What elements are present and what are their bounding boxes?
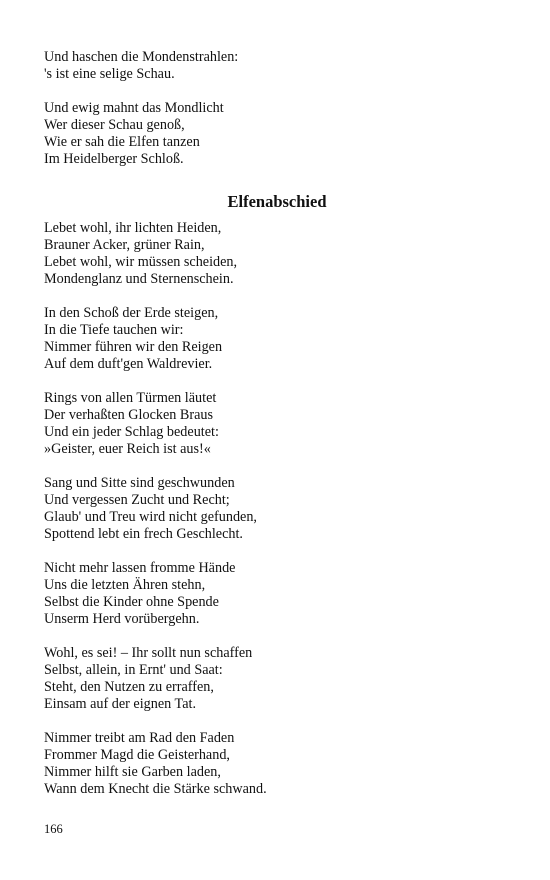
verse-line: Selbst, allein, in Ernt' und Saat: [44, 662, 223, 678]
verse-line: Uns die letzten Ähren stehn, [44, 577, 206, 593]
verse-line: Frommer Magd die Geisterhand, [44, 747, 230, 763]
stanza-1 [44, 220, 514, 288]
verse-line: Sang und Sitte sind geschwunden [44, 475, 235, 491]
verse-line: Und haschen die Mondenstrahlen: [44, 49, 239, 65]
verse-line: Steht, den Nutzen zu erraffen, [44, 679, 214, 695]
verse-line: In die Tiefe tauchen wir: [44, 322, 184, 338]
page-number: 166 [44, 822, 63, 836]
verse-line: Spottend lebt ein frech Geschlecht. [44, 526, 243, 542]
stanza-2 [44, 305, 514, 373]
verse-line: Unserm Herd vorübergehn. [44, 611, 200, 627]
verse-line: Der verhaßten Glocken Braus [44, 407, 214, 423]
stanza-7 [44, 730, 514, 798]
verse-line: Nimmer führen wir den Reigen [44, 339, 223, 355]
verse-line: Und ewig mahnt das Mondlicht [44, 100, 224, 116]
verse-line: 's ist eine selige Schau. [44, 66, 175, 82]
verse-line: In den Schoß der Erde steigen, [44, 305, 219, 321]
stanza-6 [44, 645, 514, 713]
stanza-3 [44, 390, 514, 458]
verse-line: Einsam auf der eignen Tat. [44, 696, 196, 712]
verse-line: »Geister, euer Reich ist aus!« [44, 441, 211, 457]
verse-line: Nimmer treibt am Rad den Faden [44, 730, 235, 746]
verse-line: Glaub' und Treu wird nicht gefunden, [44, 509, 257, 525]
verse-line: Lebet wohl, ihr lichten Heiden, [44, 220, 222, 236]
verse-line: Nimmer hilft sie Garben laden, [44, 764, 221, 780]
verse-line: Brauner Acker, grüner Rain, [44, 237, 205, 253]
stanza-4 [44, 475, 514, 543]
verse-line: Und ein jeder Schlag bedeutet: [44, 424, 219, 440]
stanza-5 [44, 560, 514, 628]
verse-line: Wer dieser Schau genoß, [44, 117, 185, 133]
verse-line: Wie er sah die Elfen tanzen [44, 134, 200, 150]
stanza-prev-2 [44, 100, 514, 168]
poem-title: Elfenabschied [227, 192, 327, 211]
verse-line: Rings von allen Türmen läutet [44, 390, 217, 406]
verse-line: Auf dem duft'gen Waldrevier. [44, 356, 213, 372]
verse-line: Selbst die Kinder ohne Spende [44, 594, 219, 610]
verse-line: Mondenglanz und Sternenschein. [44, 271, 234, 287]
verse-line: Wohl, es sei! – Ihr sollt nun schaffen [44, 645, 253, 661]
verse-line: Lebet wohl, wir müssen scheiden, [44, 254, 238, 270]
verse-line: Und vergessen Zucht und Recht; [44, 492, 230, 508]
page-content [44, 49, 514, 815]
stanza-prev-1 [44, 49, 514, 83]
verse-line: Wann dem Knecht die Stärke schwand. [44, 781, 267, 797]
verse-line: Nicht mehr lassen fromme Hände [44, 560, 236, 576]
verse-line: Im Heidelberger Schloß. [44, 151, 184, 167]
